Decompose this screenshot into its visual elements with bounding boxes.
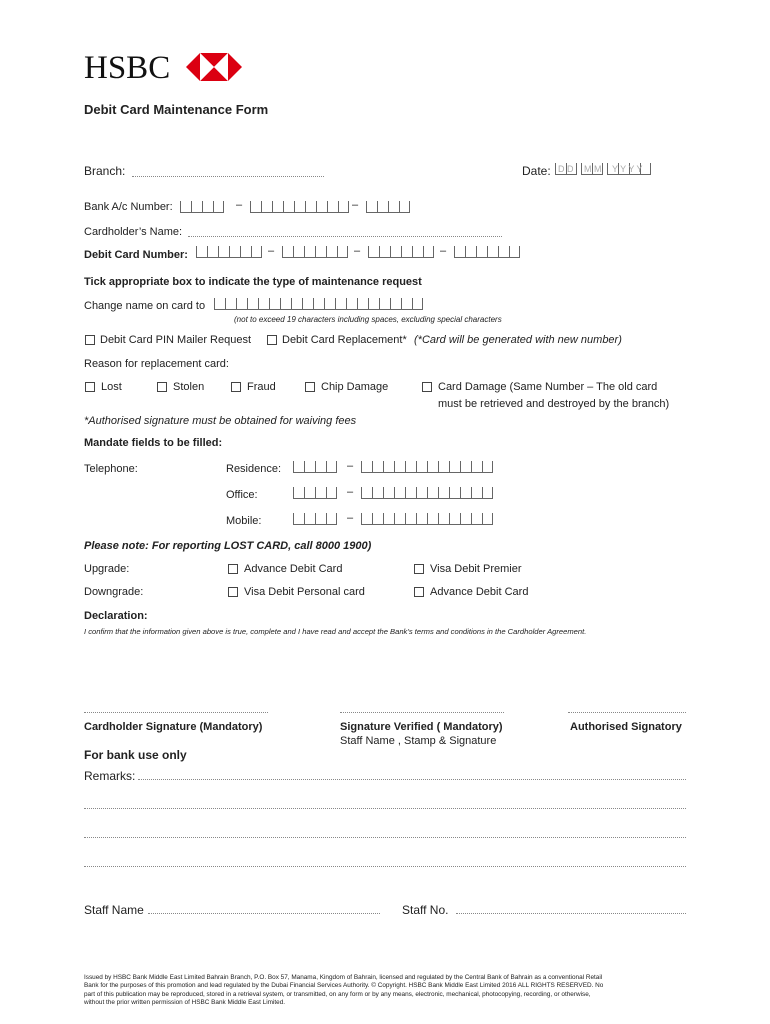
hsbc-logo bbox=[84, 50, 170, 87]
lost-checkbox[interactable] bbox=[85, 382, 95, 392]
reason-stolen: Stolen bbox=[173, 381, 205, 393]
card-number-field-3[interactable] bbox=[368, 246, 434, 258]
form-title: Debit Card Maintenance Form bbox=[84, 102, 269, 117]
reason-chip-damage: Chip Damage bbox=[321, 381, 389, 393]
remarks-line-4[interactable] bbox=[84, 866, 686, 867]
phone-office-label: Office: bbox=[226, 489, 258, 501]
replacement-label: Debit Card Replacement* bbox=[282, 334, 407, 346]
remarks-label: Remarks: bbox=[84, 769, 136, 783]
pin-mailer-checkbox[interactable] bbox=[85, 335, 95, 345]
card-number-field-4[interactable] bbox=[454, 246, 520, 258]
sig-authorised-label: Authorised Signatory bbox=[570, 721, 682, 733]
mobile-number-field[interactable] bbox=[361, 513, 493, 525]
dash: – bbox=[352, 199, 359, 211]
office-code-field[interactable] bbox=[293, 487, 337, 499]
stolen-checkbox[interactable] bbox=[157, 382, 167, 392]
date-label: Date: bbox=[522, 164, 551, 178]
cardholder-label: Cardholder’s Name: bbox=[84, 226, 183, 238]
card-damage-line1: Card Damage (Same Number – The old card bbox=[438, 381, 658, 393]
account-field-3[interactable] bbox=[366, 201, 410, 213]
verified-signature-line[interactable] bbox=[340, 712, 504, 713]
tick-heading: Tick appropriate box to indicate the type of maintenance request bbox=[84, 276, 422, 288]
upgrade-advance-label: Advance Debit Card bbox=[244, 563, 343, 575]
staff-name-field[interactable] bbox=[148, 913, 380, 914]
cardholder-signature-line[interactable] bbox=[84, 712, 268, 713]
chip-damage-checkbox[interactable] bbox=[305, 382, 315, 392]
reason-lost: Lost bbox=[101, 381, 122, 393]
pin-mailer-label: Debit Card PIN Mailer Request bbox=[100, 334, 252, 346]
downgrade-personal-label: Visa Debit Personal card bbox=[244, 586, 365, 598]
brand-name: HSBC bbox=[84, 50, 171, 86]
reason-fraud: Fraud bbox=[247, 381, 276, 393]
dash: – bbox=[440, 245, 447, 257]
date-year-placeholder: Y Y Y Y bbox=[612, 164, 643, 174]
date-month-placeholder: M M bbox=[584, 164, 602, 174]
remarks-line-3[interactable] bbox=[84, 837, 686, 838]
residence-code-field[interactable] bbox=[293, 461, 337, 473]
upgrade-premier-label: Visa Debit Premier bbox=[430, 563, 522, 575]
change-name-label: Change name on card to bbox=[84, 300, 206, 312]
dash: – bbox=[268, 245, 275, 257]
upgrade-label: Upgrade: bbox=[84, 563, 130, 575]
dash: – bbox=[354, 245, 361, 257]
footer-line-1: Issued by HSBC Bank Middle East Limited Bahrain Branch, P.O. Box 57, Manama, Kingdom of Bahrain, licensed and regulated by the Central Bank of Bahrain as a conventional Retail bbox=[84, 974, 603, 981]
dash: – bbox=[236, 199, 243, 211]
footer-line-3: part of this publication may be reproduced, stored in a retrieval system, or transmitted, on any form or by any means, electronic, mechanical, photocopying, recording, or otherwise, bbox=[84, 991, 591, 998]
account-field-2[interactable] bbox=[250, 201, 349, 213]
telephone-label: Telephone: bbox=[84, 463, 138, 475]
downgrade-advance-label: Advance Debit Card bbox=[430, 586, 529, 598]
account-field-1[interactable] bbox=[180, 201, 224, 213]
declaration-heading: Declaration: bbox=[84, 610, 148, 622]
card-damage-line2: must be retrieved and destroyed by the branch) bbox=[438, 398, 670, 410]
sig-cardholder-label: Cardholder Signature (Mandatory) bbox=[84, 721, 263, 733]
mandate-heading: Mandate fields to be filled: bbox=[84, 437, 223, 449]
dash: – bbox=[347, 512, 354, 524]
office-number-field[interactable] bbox=[361, 487, 493, 499]
change-name-field[interactable] bbox=[214, 298, 423, 310]
phone-mobile-label: Mobile: bbox=[226, 515, 262, 527]
hsbc-hexagon-icon bbox=[186, 53, 242, 81]
footer-line-4: without the prior written permission of HSBC Bank Middle East Limited. bbox=[84, 999, 286, 1006]
replacement-note: (*Card will be generated with new number) bbox=[414, 334, 622, 346]
dash: – bbox=[347, 460, 354, 472]
remarks-line-1[interactable] bbox=[138, 779, 686, 780]
bank-use-heading: For bank use only bbox=[84, 748, 187, 762]
reason-label: Reason for replacement card: bbox=[84, 358, 229, 370]
footer-line-2: Bank for the purposes of this promotion and lead regulated by the Dubai Financial Services Authority. © Copyright. HSBC Bank Middle East Limited 2016 ALL RIGHTS RESERVED. No bbox=[84, 982, 604, 989]
branch-label: Branch: bbox=[84, 164, 126, 178]
sig-verified-sub: Staff Name , Stamp & Signature bbox=[340, 735, 497, 747]
change-name-note: (not to exceed 19 characters including spaces, excluding special characters bbox=[234, 315, 502, 324]
downgrade-personal-checkbox[interactable] bbox=[228, 587, 238, 597]
mobile-code-field[interactable] bbox=[293, 513, 337, 525]
card-number-field-2[interactable] bbox=[282, 246, 348, 258]
remarks-line-2[interactable] bbox=[84, 808, 686, 809]
declaration-text: I confirm that the information given above is true, complete and I have read and accept the Bank’s terms and conditions in the Cardholder Agreement. bbox=[84, 627, 587, 636]
staff-no-label: Staff No. bbox=[402, 903, 449, 917]
downgrade-advance-checkbox[interactable] bbox=[414, 587, 424, 597]
cardholder-field[interactable] bbox=[188, 236, 502, 237]
authorised-signature-line[interactable] bbox=[568, 712, 686, 713]
residence-number-field[interactable] bbox=[361, 461, 493, 473]
lost-card-note: Please note: For reporting LOST CARD, call 8000 1900) bbox=[84, 540, 372, 552]
account-label: Bank A/c Number: bbox=[84, 201, 173, 213]
card-damage-checkbox[interactable] bbox=[422, 382, 432, 392]
fraud-checkbox[interactable] bbox=[231, 382, 241, 392]
branch-field[interactable] bbox=[132, 176, 324, 177]
sig-verified-label: Signature Verified ( Mandatory) bbox=[340, 721, 503, 733]
staff-name-label: Staff Name bbox=[84, 903, 144, 917]
replacement-checkbox[interactable] bbox=[267, 335, 277, 345]
upgrade-advance-checkbox[interactable] bbox=[228, 564, 238, 574]
upgrade-premier-checkbox[interactable] bbox=[414, 564, 424, 574]
card-number-label: Debit Card Number: bbox=[84, 249, 188, 261]
staff-no-field[interactable] bbox=[456, 913, 686, 914]
card-number-field-1[interactable] bbox=[196, 246, 262, 258]
downgrade-label: Downgrade: bbox=[84, 586, 144, 598]
dash: – bbox=[347, 486, 354, 498]
signature-note: *Authorised signature must be obtained for waiving fees bbox=[84, 415, 357, 427]
phone-residence-label: Residence: bbox=[226, 463, 282, 475]
date-day-placeholder: D D bbox=[558, 164, 574, 174]
